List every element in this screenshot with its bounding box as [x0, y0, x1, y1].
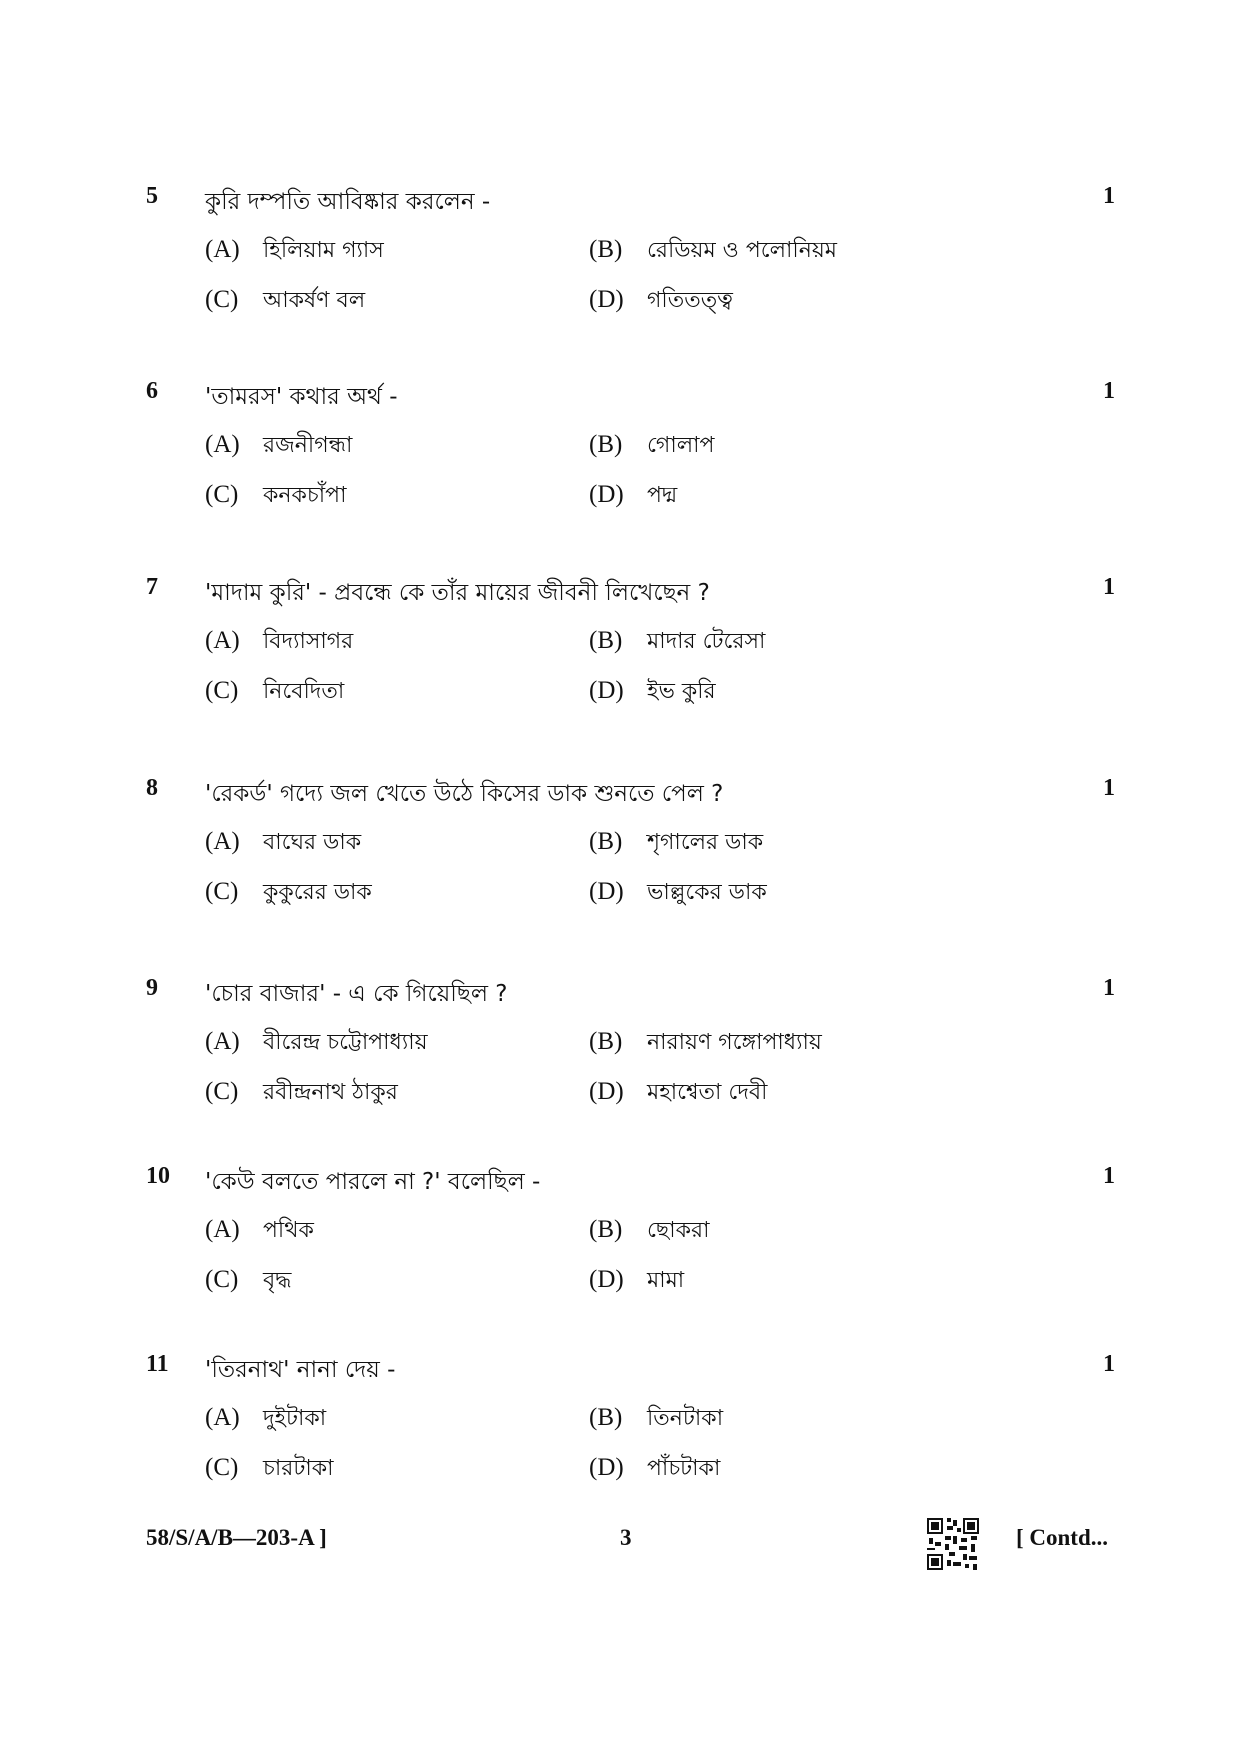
option-letter: (D): [589, 1078, 624, 1105]
option-text: পথিক: [263, 1218, 314, 1243]
option-a: [205, 624, 353, 661]
question-text: কুরি দম্পতি আবিষ্কার করলেন -: [205, 189, 491, 215]
option-b: [589, 233, 837, 270]
option-letter: (D): [589, 481, 624, 508]
option-letter: (C): [205, 1266, 239, 1293]
option-text: রজনীগন্ধা: [263, 433, 353, 458]
option-text: পাঁচটাকা: [647, 1456, 721, 1481]
question-number: 7: [146, 574, 158, 600]
option-letter: (B): [589, 431, 623, 458]
question-number: 6: [146, 378, 158, 404]
option-d: [589, 1263, 684, 1300]
question-marks: 1: [1103, 775, 1115, 801]
option-text: মহাশ্বেতা দেবী: [647, 1080, 768, 1105]
option-text: রেডিয়ম ও পলোনিয়ম: [647, 238, 838, 263]
option-letter: (A): [205, 828, 240, 855]
option-letter: (A): [205, 431, 240, 458]
option-letter: (B): [589, 828, 623, 855]
question-marks: 1: [1103, 183, 1115, 209]
question-number: 5: [146, 183, 158, 209]
option-letter: (C): [205, 878, 239, 905]
option-b: [589, 1213, 710, 1250]
option-c: [205, 283, 365, 320]
option-a: [205, 1213, 314, 1250]
option-text: তিনটাকা: [647, 1406, 724, 1431]
option-letter: (C): [205, 286, 239, 313]
question-marks: 1: [1103, 1163, 1115, 1189]
option-text: ভাল্লুকের ডাক: [647, 880, 767, 905]
option-a: [205, 1401, 326, 1438]
option-text: রবীন্দ্রনাথ ঠাকুর: [263, 1080, 398, 1105]
option-b: [589, 1025, 822, 1062]
option-letter: (B): [589, 1404, 623, 1431]
option-a: [205, 1025, 428, 1062]
option-text: নিবেদিতা: [263, 679, 345, 704]
option-letter: (B): [589, 1216, 623, 1243]
option-text: বৃদ্ধ: [263, 1268, 292, 1293]
question-text: 'রেকর্ড' গদ্যে জল খেতে উঠে কিসের ডাক শুনতে পেল ?: [205, 781, 724, 807]
option-text: কুকুরের ডাক: [263, 880, 372, 905]
option-d: [589, 1075, 767, 1112]
option-text: মাদার টেরেসা: [647, 629, 766, 654]
option-a: [205, 825, 361, 862]
option-c: [205, 478, 346, 515]
option-d: [589, 478, 677, 515]
option-letter: (D): [589, 1454, 624, 1481]
question-text: 'তামরস' কথার অর্থ -: [205, 384, 398, 410]
option-d: [589, 283, 733, 320]
question-text: 'চোর বাজার' - এ কে গিয়েছিল ?: [205, 981, 508, 1007]
option-letter: (B): [589, 236, 623, 263]
option-b: [589, 624, 765, 661]
option-text: বাঘের ডাক: [263, 830, 362, 855]
option-text: নারায়ণ গঙ্গোপাধ্যায়: [647, 1030, 822, 1055]
option-a: [205, 428, 352, 465]
option-d: [589, 1451, 720, 1488]
option-letter: (A): [205, 236, 240, 263]
option-letter: (D): [589, 1266, 624, 1293]
option-letter: (D): [589, 878, 624, 905]
option-text: ছোকরা: [647, 1218, 710, 1243]
question-number: 11: [146, 1351, 169, 1377]
question-text: 'তিরনাথ' নানা দেয় -: [205, 1357, 396, 1383]
option-c: [205, 875, 372, 912]
option-text: শৃগালের ডাক: [647, 830, 764, 855]
paper-code: 58/S/A/B—203-A ]: [146, 1525, 327, 1550]
question-marks: 1: [1103, 574, 1115, 600]
option-letter: (B): [589, 627, 623, 654]
option-letter: (C): [205, 677, 239, 704]
option-text: হিলিয়াম গ্যাস: [263, 238, 384, 263]
option-text: মামা: [647, 1268, 685, 1293]
question-number: 9: [146, 975, 158, 1001]
continued-label: [ Contd...: [1016, 1525, 1109, 1550]
option-text: চারটাকা: [263, 1456, 334, 1481]
option-letter: (C): [205, 1454, 239, 1481]
question-marks: 1: [1103, 1351, 1115, 1377]
option-letter: (A): [205, 627, 240, 654]
option-d: [589, 875, 767, 912]
option-d: [589, 674, 716, 711]
option-letter: (D): [589, 286, 624, 313]
page-number: 3: [620, 1525, 632, 1550]
option-letter: (D): [589, 677, 624, 704]
option-text: ইভ কুরি: [647, 679, 716, 704]
question-marks: 1: [1103, 378, 1115, 404]
question-number: 8: [146, 775, 158, 801]
option-letter: (A): [205, 1028, 240, 1055]
option-text: কনকচাঁপা: [263, 483, 347, 508]
question-marks: 1: [1103, 975, 1115, 1001]
option-text: গতিতত্ত্ব: [647, 288, 733, 313]
option-text: বিদ্যাসাগর: [263, 629, 354, 654]
qr-code-icon: [927, 1518, 979, 1570]
option-text: পদ্ম: [647, 483, 678, 508]
question-number: 10: [146, 1163, 170, 1189]
option-text: দুইটাকা: [263, 1406, 327, 1431]
option-text: আকর্ষণ বল: [263, 288, 366, 313]
question-text: 'কেউ বলতে পারলে না ?' বলেছিল -: [205, 1169, 541, 1195]
option-c: [205, 674, 344, 711]
question-text: 'মাদাম কুরি' - প্রবন্ধে কে তাঁর মায়ের জীবনী লিখেছেন ?: [205, 580, 710, 606]
option-c: [205, 1075, 398, 1112]
option-letter: (C): [205, 481, 239, 508]
option-b: [589, 825, 763, 862]
option-text: বীরেন্দ্র চট্টোপাধ্যায়: [263, 1030, 428, 1055]
option-b: [589, 1401, 723, 1438]
option-letter: (C): [205, 1078, 239, 1105]
option-letter: (B): [589, 1028, 623, 1055]
option-c: [205, 1263, 291, 1300]
option-letter: (A): [205, 1216, 240, 1243]
page-footer: [0, 1525, 1240, 1585]
option-b: [589, 428, 714, 465]
option-a: [205, 233, 384, 270]
option-text: গোলাপ: [647, 433, 715, 458]
option-letter: (A): [205, 1404, 240, 1431]
option-c: [205, 1451, 334, 1488]
